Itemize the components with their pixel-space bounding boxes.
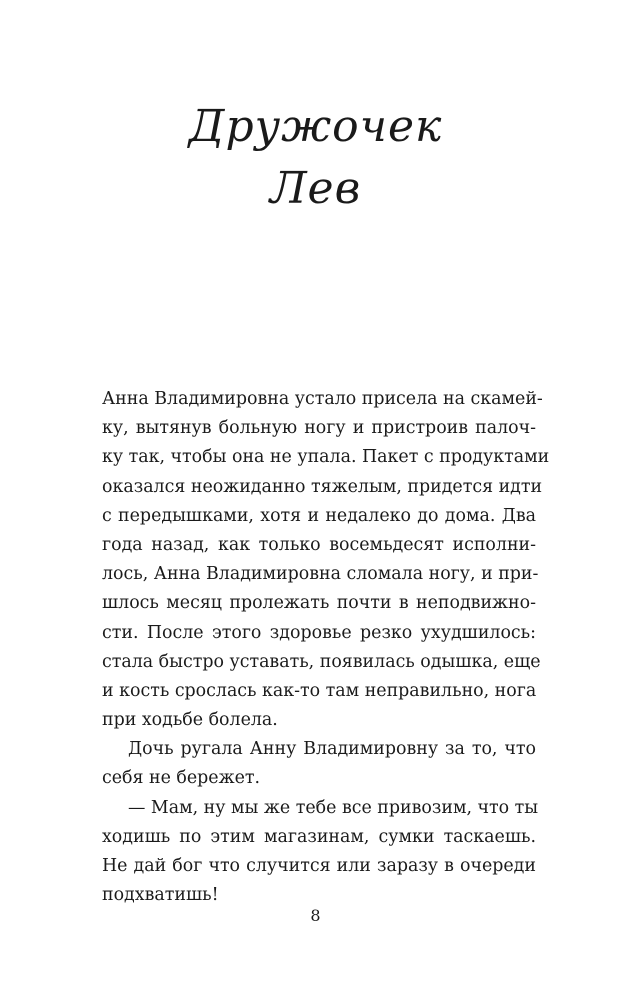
paragraph-1 — [102, 385, 550, 735]
text-line: при ходьбе болела. — [102, 710, 278, 731]
text-line: — Мам, ну мы же тебе все привозим, что ты — [128, 797, 539, 818]
text-line: ку так, чтобы она не упала. Пакет с продуктами — [102, 447, 550, 468]
text-line: лось, Анна Владимировна сломала ногу, и при- — [102, 564, 539, 585]
chapter-title-line-1: Дружочек — [188, 101, 443, 152]
text-line: себя не бережет. — [102, 768, 261, 789]
paragraph-2 — [102, 735, 536, 793]
body-text — [102, 385, 550, 910]
paragraph-3 — [102, 794, 539, 911]
text-line: подхватишь! — [102, 885, 219, 906]
text-line: Анна Владимировна устало присела на скамей- — [102, 389, 543, 409]
text-line: шлось месяц пролежать почти в неподвижно- — [102, 593, 536, 614]
chapter-title-line-2: Лев — [269, 163, 362, 214]
text-line: Не дай бог что случится или заразу в очереди — [102, 856, 536, 876]
text-line: ку, вытянув больную ногу и пристроив палоч- — [102, 418, 536, 439]
text-line: с передышками, хотя и недалеко до дома. Два — [102, 505, 536, 526]
text-line: сти. После этого здоровье резко ухудшилось: — [102, 622, 536, 643]
text-line: Дочь ругала Анну Владимировну за то, что — [128, 739, 536, 760]
text-line: оказался неожиданно тяжелым, придется идти — [102, 476, 543, 497]
text-line: и кость срослась как-то там неправильно, нога — [102, 680, 537, 701]
text-line: стала быстро уставать, появилась одышка, еще — [102, 651, 541, 672]
text-line: ходишь по этим магазинам, сумки таскаешь. — [102, 826, 536, 847]
text-line: года назад, как только восемьдесят исполни- — [102, 534, 536, 555]
page-number: 8 — [310, 906, 321, 925]
chapter-title — [0, 96, 631, 220]
